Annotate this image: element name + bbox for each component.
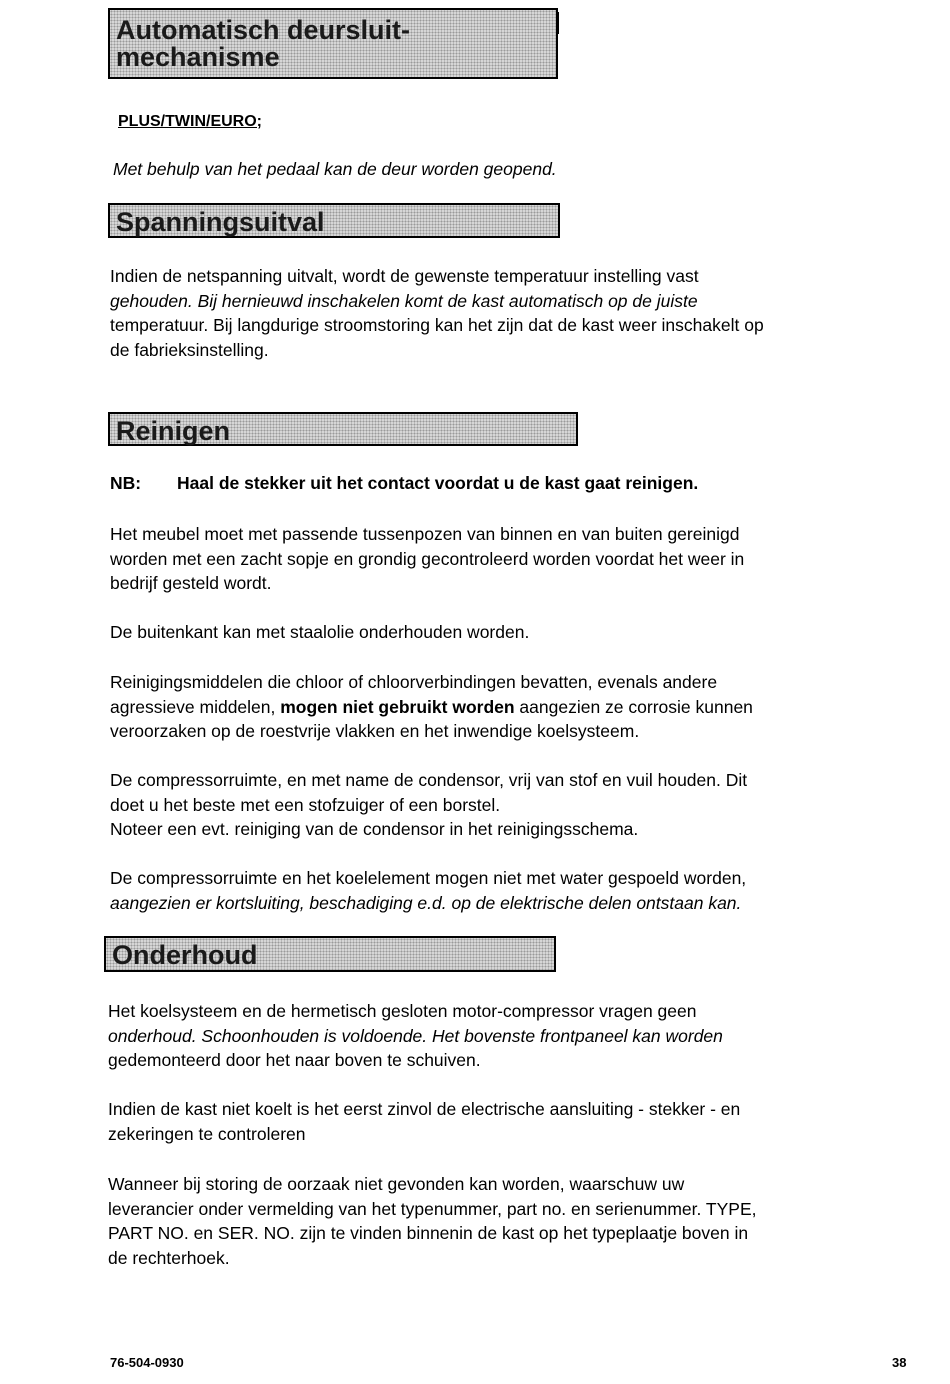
text-line: de rechterhoek. [108, 1247, 230, 1268]
text-line: Indien de kast niet koelt is het eerst zinvol de electrische aansluiting - stekker - en [108, 1099, 741, 1119]
reinigen-paragraph-4 [110, 768, 910, 842]
heading-text: Onderhoud [112, 940, 258, 970]
text-line: zekeringen te controleren [108, 1123, 306, 1144]
nb-label: NB: [110, 473, 142, 493]
onderhoud-paragraph-2 [108, 1097, 908, 1146]
heading-text: Spanningsuitval [116, 207, 325, 237]
bold-warning: mogen niet gebruikt worden [280, 696, 515, 717]
onderhoud-paragraph-1 [108, 999, 908, 1073]
text-line: doet u het beste met een stofzuiger of een borstel. [110, 794, 501, 815]
text-line: Noteer een evt. reiniging van de condensor in het reinigingsschema. [110, 819, 639, 839]
text-line: bedrijf gesteld wordt. [110, 573, 272, 593]
reinigen-paragraph-2: De buitenkant kan met staalolie onderhouden worden. [110, 622, 530, 642]
models-label: PLUS/TWIN/EURO; [118, 113, 262, 130]
margin-mark [557, 12, 559, 34]
text-line: Indien de netspanning uitvalt, wordt de gewenste temperatuur instelling vast [110, 266, 699, 286]
text-line: temperatuur. Bij langdurige stroomstoring kan het zijn dat de kast weer inschakelt op [110, 315, 764, 335]
spanning-paragraph [110, 264, 910, 362]
text-line: veroorzaken op de roestvrije vlakken en het inwendige koelsysteem. [110, 721, 640, 741]
reinigen-paragraph-3 [110, 670, 910, 744]
text-line: gehouden. Bij hernieuwd inschakelen komt de kast automatisch op de juiste [110, 290, 698, 311]
heading-line-1: Automatisch deursluit- [116, 15, 411, 45]
text-line: onderhoud. Schoonhouden is voldoende. Het bovenste frontpaneel kan worden [108, 1025, 723, 1046]
footer-doc-number: 76-504-0930 [110, 1355, 184, 1370]
heading-reinigen [108, 412, 578, 446]
footer-page-number: 38 [892, 1355, 907, 1370]
text-line: de fabrieksinstelling. [110, 339, 269, 360]
text-line: PART NO. en SER. NO. zijn te vinden binnenin de kast op het typeplaatje boven in [108, 1223, 749, 1243]
text-line: leverancier onder vermelding van het typenummer, part no. en serienummer. TYPE, [108, 1198, 757, 1219]
text-line: aangezien er kortsluiting, beschadiging e.d. op de elektrische delen ontstaan kan. [110, 892, 742, 913]
text-line: Wanneer bij storing de oorzaak niet gevonden kan worden, waarschuw uw [108, 1174, 685, 1194]
text-run: aangezien ze corrosie kunnen [514, 696, 753, 717]
text-line: Het meubel moet met passende tussenpozen van binnen en van buiten gereinigd [110, 524, 740, 544]
pedal-text: Met behulp van het pedaal kan de deur worden geopend. [113, 159, 557, 179]
reinigen-paragraph-5 [110, 866, 910, 915]
heading-automatisch-deursluitmechanisme [108, 8, 558, 79]
heading-spanningsuitval [108, 203, 560, 238]
text-line: Het koelsysteem en de hermetisch gesloten motor-compressor vragen geen [108, 1001, 697, 1021]
onderhoud-paragraph-3 [108, 1172, 908, 1270]
reinigen-paragraph-1 [110, 522, 910, 596]
text-line: Reinigingsmiddelen die chloor of chloorverbindingen bevatten, evenals andere [110, 672, 718, 692]
heading-onderhoud [104, 936, 556, 972]
heading-line-2: mechanisme [116, 42, 280, 72]
text-run: agressieve middelen, [110, 696, 281, 717]
text-line: gedemonteerd door het naar boven te schuiven. [108, 1050, 481, 1070]
heading-text: Reinigen [116, 416, 231, 446]
nb-warning: Haal de stekker uit het contact voordat u de kast gaat reinigen. [177, 473, 699, 493]
text-line: De compressorruimte, en met name de condensor, vrij van stof en vuil houden. Dit [110, 770, 748, 790]
text-line: De compressorruimte en het koelelement mogen niet met water gespoeld worden, [110, 868, 747, 888]
text-line: worden met een zacht sopje en grondig gecontroleerd worden voordat het weer in [110, 548, 745, 569]
text-line [110, 695, 910, 720]
